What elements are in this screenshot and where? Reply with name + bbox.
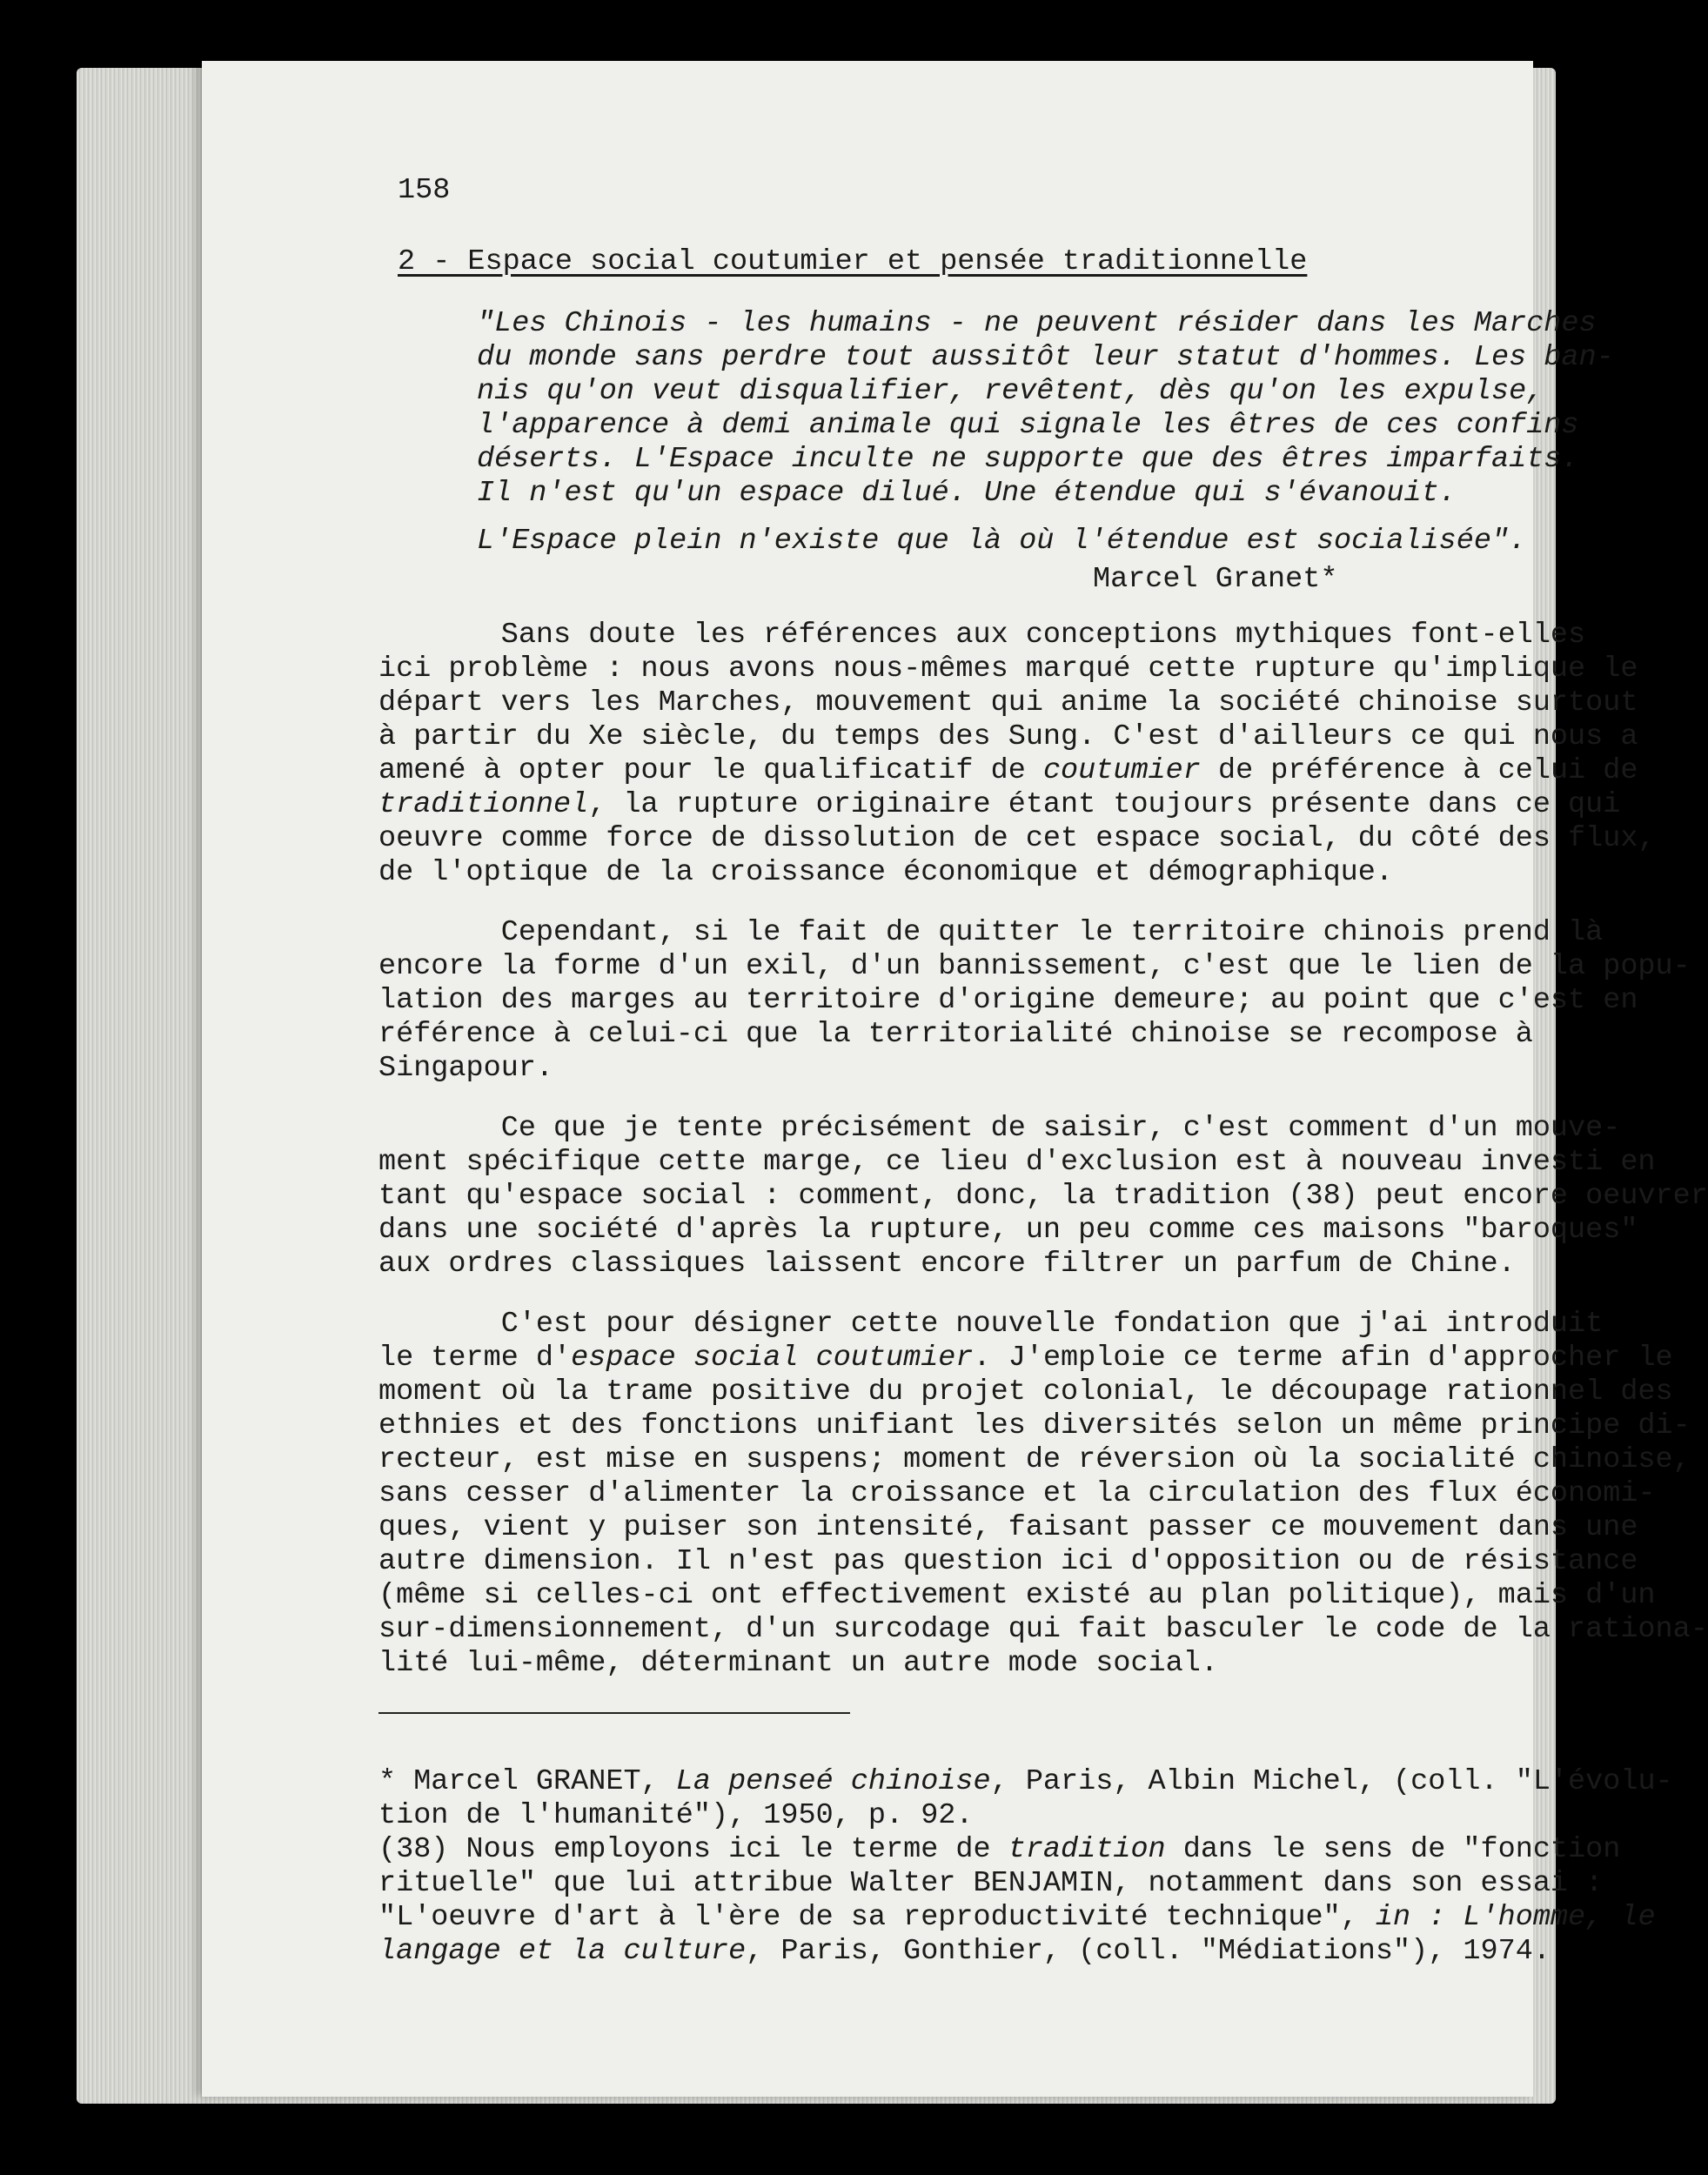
epigraph-closing-line: L'Espace plein n'existe que là où l'étendue est socialisée".	[477, 525, 1527, 558]
body-line: C'est pour désigner cette nouvelle fondation que j'ai introduit	[378, 1308, 1604, 1341]
body-line: sur-dimensionnement, d'un surcodage qui fait basculer le code de la rationa-	[378, 1613, 1708, 1646]
footnote-line: (38) Nous employons ici le terme de tradition dans le sens de "fonction	[378, 1833, 1621, 1866]
body-line: référence à celui-ci que la territorialité chinoise se recompose à	[378, 1018, 1533, 1051]
body-line: oeuvre comme force de dissolution de cet espace social, du côté des flux,	[378, 822, 1656, 855]
body-line: à partir du Xe siècle, du temps des Sung. C'est d'ailleurs ce qui nous a	[378, 720, 1638, 753]
footnote-line: * Marcel GRANET, La penseé chinoise, Paris, Albin Michel, (coll. "L'évolu-	[378, 1765, 1673, 1798]
body-line: de l'optique de la croissance économique et démographique.	[378, 856, 1393, 889]
body-line: encore la forme d'un exil, d'un bannissement, c'est que le lien de la popu-	[378, 950, 1691, 983]
body-line: Singapour.	[378, 1052, 554, 1085]
body-line: sans cesser d'alimenter la croissance et la circulation des flux économi-	[378, 1477, 1656, 1510]
epigraph-line: "Les Chinois - les humains - ne peuvent résider dans les Marches	[477, 307, 1597, 340]
body-line: recteur, est mise en suspens; moment de réversion où la socialité chinoise,	[378, 1443, 1691, 1476]
body-line: Sans doute les références aux conceptions mythiques font-elles	[378, 619, 1586, 652]
body-line: autre dimension. Il n'est pas question ici d'opposition ou de résistance	[378, 1545, 1638, 1578]
section-heading: 2 - Espace social coutumier et pensée traditionnelle	[398, 245, 1308, 278]
footnote-line: tion de l'humanité"), 1950, p. 92.	[378, 1799, 974, 1832]
body-line: ethnies et des fonctions unifiant les diversités selon un même principe di-	[378, 1409, 1691, 1442]
epigraph-line: l'apparence à demi animale qui signale les êtres de ces confins	[477, 409, 1579, 442]
body-line: Ce que je tente précisément de saisir, c'est comment d'un mouve-	[378, 1112, 1621, 1145]
epigraph-line: Il n'est qu'un espace dilué. Une étendue qui s'évanouit.	[477, 477, 1457, 510]
body-line: lation des marges au territoire d'origine demeure; au point que c'est en	[378, 984, 1638, 1017]
body-line: ques, vient y puiser son intensité, faisant passer ce mouvement dans une	[378, 1511, 1638, 1544]
epigraph-line: déserts. L'Espace inculte ne supporte que des êtres imparfaits.	[477, 443, 1579, 476]
epigraph-attribution: Marcel Granet*	[1093, 563, 1338, 596]
epigraph-line: nis qu'on veut disqualifier, revêtent, dès qu'on les expulse,	[477, 375, 1544, 408]
epigraph-line: du monde sans perdre tout aussitôt leur statut d'hommes. Les ban-	[477, 341, 1614, 374]
body-line: tant qu'espace social : comment, donc, la tradition (38) peut encore oeuvrer	[378, 1180, 1708, 1213]
footnote-line: "L'oeuvre d'art à l'ère de sa reproductivité technique", in : L'homme, le	[378, 1901, 1656, 1934]
body-line: départ vers les Marches, mouvement qui anime la société chinoise surtout	[378, 686, 1638, 719]
body-line: dans une société d'après la rupture, un peu comme ces maisons "baroques"	[378, 1214, 1638, 1247]
body-line: ment spécifique cette marge, ce lieu d'exclusion est à nouveau investi en	[378, 1146, 1656, 1179]
footnote-rule	[378, 1712, 850, 1714]
body-line: amené à opter pour le qualificatif de coutumier de préférence à celui de	[378, 754, 1638, 787]
body-line: traditionnel, la rupture originaire étant toujours présente dans ce qui	[378, 788, 1621, 821]
page-number: 158	[398, 174, 451, 207]
body-line: ici problème : nous avons nous-mêmes marqué cette rupture qu'implique le	[378, 652, 1638, 686]
footnote-line: rituelle" que lui attribue Walter BENJAMIN, notamment dans son essai :	[378, 1867, 1604, 1900]
body-line: le terme d'espace social coutumier. J'emploie ce terme afin d'approcher le	[378, 1342, 1673, 1375]
body-line: (même si celles-ci ont effectivement existé au plan politique), mais d'un	[378, 1579, 1656, 1612]
body-line: Cependant, si le fait de quitter le territoire chinois prend là	[378, 916, 1604, 949]
footnote-line: langage et la culture, Paris, Gonthier, (coll. "Médiations"), 1974.	[378, 1935, 1551, 1968]
body-line: moment où la trame positive du projet colonial, le découpage rationnel des	[378, 1375, 1673, 1409]
body-line: aux ordres classiques laissent encore filtrer un parfum de Chine.	[378, 1248, 1516, 1281]
body-line: lité lui-même, déterminant un autre mode social.	[378, 1647, 1218, 1680]
